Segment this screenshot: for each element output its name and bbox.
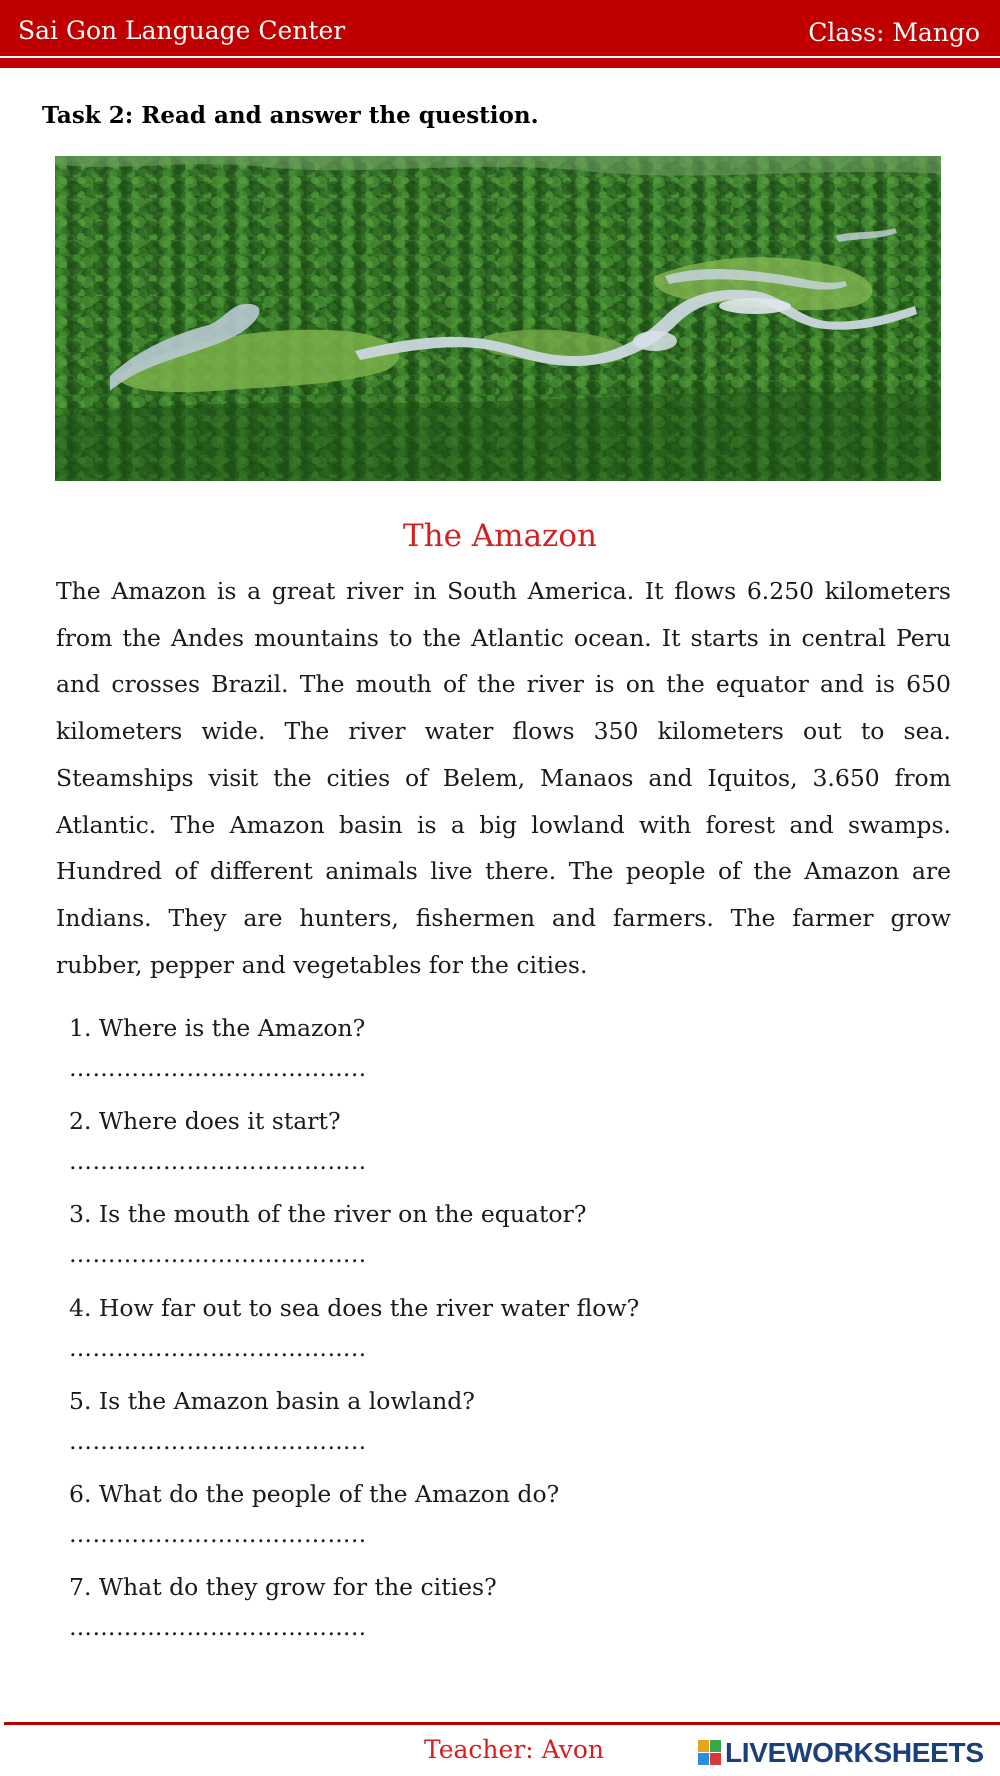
question-item bbox=[69, 1005, 949, 1098]
question-item bbox=[69, 1378, 949, 1471]
liveworksheets-logo-icon bbox=[698, 1740, 722, 1766]
question-list bbox=[69, 1005, 949, 1657]
answer-blank[interactable]: ……………………………….. bbox=[69, 1428, 367, 1455]
header-underline bbox=[0, 58, 1000, 68]
question-text: 6. What do the people of the Amazon do? bbox=[69, 1479, 560, 1508]
question-text: 7. What do they grow for the cities? bbox=[69, 1573, 497, 1602]
question-text: 4. How far out to sea does the river water flow? bbox=[69, 1293, 640, 1322]
answer-blank[interactable]: ……………………………….. bbox=[69, 1149, 367, 1176]
class-label: Class: Mango bbox=[808, 18, 980, 47]
question-text: 5. Is the Amazon basin a lowland? bbox=[69, 1386, 475, 1415]
rainforest-photo bbox=[55, 156, 941, 481]
answer-blank[interactable]: ……………………………….. bbox=[69, 1521, 367, 1548]
teacher-name: Teacher: Avon bbox=[424, 1735, 604, 1764]
question-item bbox=[69, 1191, 949, 1284]
story-title: The Amazon bbox=[402, 518, 598, 554]
answer-blank[interactable]: ……………………………….. bbox=[69, 1335, 367, 1362]
task-title: Task 2: Read and answer the question. bbox=[42, 102, 539, 129]
question-text: 3. Is the mouth of the river on the equator? bbox=[69, 1200, 587, 1229]
liveworksheets-logo[interactable] bbox=[698, 1737, 984, 1769]
answer-blank[interactable]: ……………………………….. bbox=[69, 1615, 367, 1642]
logo-text: LIVEWORKSHEETS bbox=[725, 1737, 984, 1768]
answer-blank[interactable]: ……………………………….. bbox=[69, 1242, 367, 1269]
footer-divider bbox=[4, 1722, 1000, 1725]
answer-blank[interactable]: ……………………………….. bbox=[69, 1056, 367, 1082]
question-item bbox=[69, 1285, 949, 1378]
question-item bbox=[69, 1564, 949, 1657]
question-item bbox=[69, 1471, 949, 1564]
school-name: Sai Gon Language Center bbox=[18, 16, 346, 45]
question-text: 2. Where does it start? bbox=[69, 1107, 341, 1136]
question-item bbox=[69, 1098, 949, 1191]
reading-passage: The Amazon is a great river in South America. It flows 6.250 kilometers from the Andes mountains to the Atlantic ocean. It starts in central Peru and crosses Brazil. The mouth of the river is on the equator and is 650 kilometers wide. The river water flows 350 kilometers out to sea. Steamships visit the cities of Belem, Manaos and Iquitos, 3.650 from Atlantic. The Amazon basin is a big lowland with forest and swamps. Hundred of different animals live there. The people of the Amazon are Indians. They are hunters, fishermen and farmers. The farmer grow rubber, pepper and vegetables for the cities. bbox=[56, 577, 951, 979]
question-text: 1. Where is the Amazon? bbox=[69, 1014, 366, 1042]
